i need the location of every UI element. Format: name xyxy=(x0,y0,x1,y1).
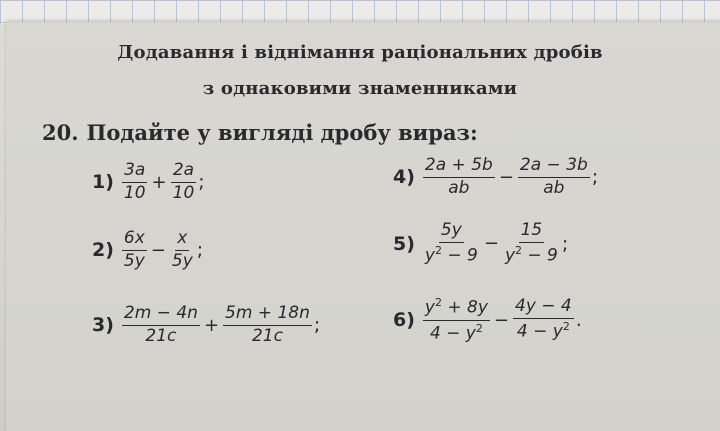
fraction xyxy=(122,230,147,271)
graph-paper-edge xyxy=(0,0,720,24)
denominator-rest: − 9 xyxy=(522,245,558,266)
exercise-label: 4) xyxy=(393,166,415,189)
denominator: 10 xyxy=(123,182,146,203)
exercise-6 xyxy=(393,297,582,343)
base: y xyxy=(424,297,435,318)
exercise-1 xyxy=(92,162,205,203)
problem-text: Подайте у вигляді дробу вираз: xyxy=(86,120,478,145)
exponent: 2 xyxy=(475,321,483,335)
denominator: 21c xyxy=(251,325,283,346)
denominator-rest: − 9 xyxy=(441,245,478,266)
numerator: 2m − 4n xyxy=(122,305,200,326)
numerator: 5m + 18n xyxy=(223,305,312,326)
section-title-line-2: з однаковими знаменниками xyxy=(202,78,518,99)
fraction xyxy=(423,222,480,265)
punctuation: ; xyxy=(196,239,204,262)
numerator: 2a − 3b xyxy=(518,157,590,178)
denominator: 5y xyxy=(123,250,145,271)
numerator: 15 xyxy=(519,222,545,243)
fraction xyxy=(503,222,560,265)
fraction xyxy=(171,162,197,203)
problem-number: 20. xyxy=(42,120,79,145)
punctuation: . xyxy=(575,309,582,331)
exercise-label: 5) xyxy=(393,232,415,255)
fraction xyxy=(223,305,312,346)
denominator: ab xyxy=(543,177,565,198)
operator: + xyxy=(203,314,220,336)
fraction xyxy=(122,305,200,346)
denominator xyxy=(515,319,572,342)
operator: − xyxy=(498,166,514,188)
numerator: 5y xyxy=(439,222,464,243)
operator: − xyxy=(150,239,166,261)
punctuation: ; xyxy=(198,171,205,194)
numerator: 2a + 5b xyxy=(423,157,495,178)
operator: − xyxy=(493,309,509,331)
exercise-label: 6) xyxy=(393,309,415,331)
punctuation: ; xyxy=(561,232,569,255)
exponent: 2 xyxy=(434,243,442,257)
denominator: 10 xyxy=(172,182,195,203)
exponent: 2 xyxy=(562,320,570,334)
denominator: 5y xyxy=(171,250,193,271)
exercise-2 xyxy=(92,230,203,271)
section-title-line-1: Додавання і віднімання раціональних дробів xyxy=(117,42,603,63)
punctuation: ; xyxy=(313,314,321,337)
punctuation: ; xyxy=(591,166,599,189)
numerator: 4y − 4 xyxy=(513,298,574,319)
denominator-text: 4 − y xyxy=(429,323,476,344)
exercise-label: 2) xyxy=(92,239,114,262)
exercise-label: 1) xyxy=(92,171,114,194)
exercise-label: 3) xyxy=(92,314,114,337)
numerator: 3a xyxy=(122,162,147,183)
denominator xyxy=(503,243,560,266)
fraction xyxy=(122,162,148,203)
denominator xyxy=(428,321,485,344)
exponent: 2 xyxy=(515,243,522,257)
numerator: 2a xyxy=(171,162,196,183)
problem-heading xyxy=(42,120,478,145)
denominator: ab xyxy=(448,177,470,198)
denominator xyxy=(423,243,480,266)
fraction xyxy=(423,297,490,343)
numerator: 6x xyxy=(122,230,147,251)
fraction xyxy=(513,298,574,341)
numerator-rest: + 8y xyxy=(441,297,488,318)
exercise-3 xyxy=(92,305,320,346)
operator: + xyxy=(151,171,167,193)
exercise-4 xyxy=(393,157,598,198)
operator: − xyxy=(483,233,499,255)
base: y xyxy=(424,245,435,266)
numerator xyxy=(423,297,490,321)
fraction xyxy=(423,157,495,198)
denominator: 21c xyxy=(145,325,177,346)
base: y xyxy=(504,245,515,266)
exercise-5 xyxy=(393,222,568,265)
fraction xyxy=(170,230,195,271)
fraction xyxy=(518,157,590,198)
exponent: 2 xyxy=(434,296,442,309)
numerator: x xyxy=(175,230,189,251)
denominator-text: 4 − y xyxy=(516,321,563,342)
